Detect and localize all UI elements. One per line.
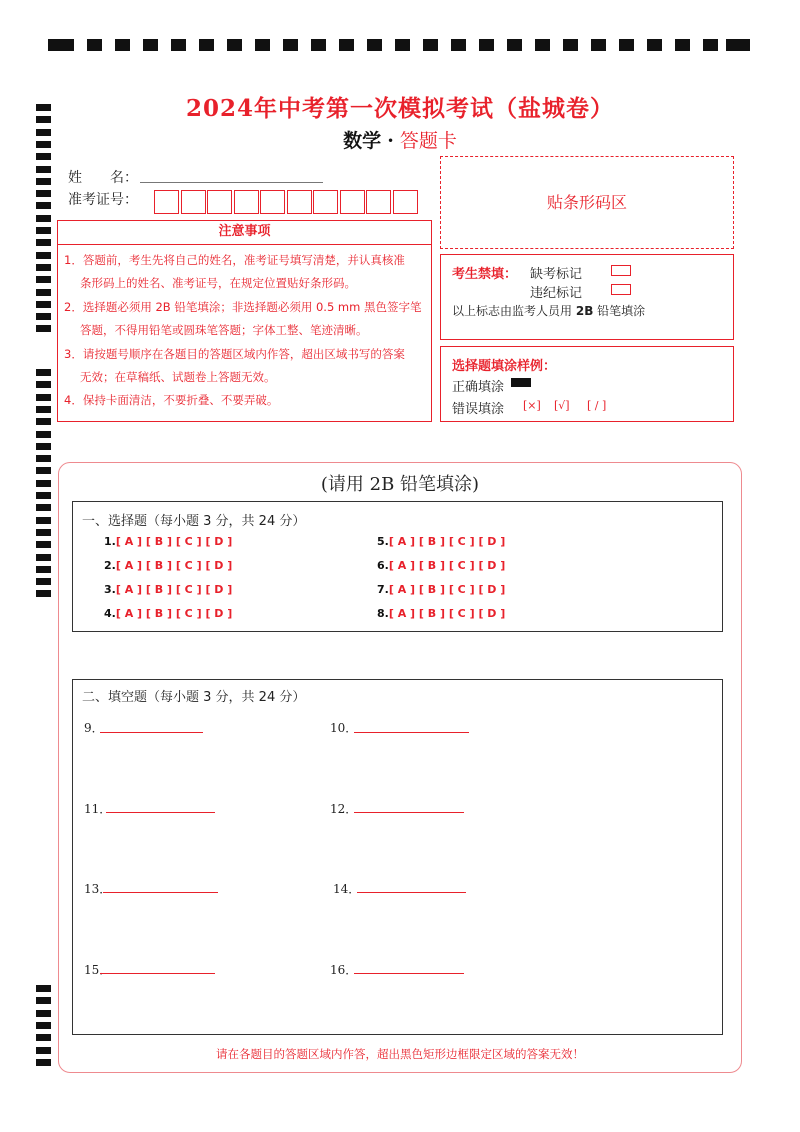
timing-mark [36, 252, 51, 259]
choice-options[interactable]: [ A ] [ B ] [ C ] [ D ] [115, 583, 233, 596]
question-number: 2. [104, 559, 116, 572]
name-label: 姓 名： [68, 170, 138, 186]
note-text-post: 铅笔填涂 [597, 304, 646, 318]
question-number: 3. [104, 583, 116, 596]
choice-row[interactable] [377, 559, 505, 572]
notice-item: 4．保持卡面清洁，不要折叠、不要弄破。 [64, 393, 279, 407]
timing-mark [36, 590, 51, 597]
choice-options[interactable]: [ A ] [ B ] [ C ] [ D ] [115, 607, 233, 620]
id-digit-box[interactable] [366, 190, 391, 214]
timing-mark [36, 578, 51, 585]
timing-mark [36, 504, 51, 511]
timing-mark [36, 566, 51, 573]
choice-options[interactable]: [ A ] [ B ] [ C ] [ D ] [388, 559, 506, 572]
id-digit-box[interactable] [207, 190, 232, 214]
wrong-mark-slash: [ / ] [587, 399, 607, 412]
timing-mark [36, 264, 51, 271]
choice-row[interactable] [377, 535, 505, 548]
notice-title-box [57, 220, 432, 245]
page-title: 2024年中考第一次模拟考试（盐城卷） [185, 95, 614, 122]
choice-row[interactable] [104, 583, 232, 596]
id-digit-box[interactable] [393, 190, 418, 214]
barcode-label: 贴条形码区 [546, 193, 627, 212]
forbidden-title: 考生禁填： [452, 267, 518, 282]
timing-mark [36, 517, 51, 524]
blank-number: 10． [330, 721, 358, 735]
sample-box [440, 346, 734, 422]
blank-line[interactable] [354, 812, 464, 813]
timing-mark [36, 301, 51, 308]
forbidden-note [452, 302, 645, 319]
name-field[interactable] [140, 182, 323, 183]
fill-section-title: 二、填空题（每小题 3 分，共 24 分） [82, 690, 306, 705]
timing-mark [36, 190, 51, 197]
violation-label: 违纪标记 [530, 286, 583, 301]
notice-item: 答题，不得用铅笔或圆珠笔答题；字体工整、笔迹清晰。 [80, 323, 368, 337]
question-number: 7. [377, 583, 389, 596]
choice-options[interactable]: [ A ] [ B ] [ C ] [ D ] [388, 607, 506, 620]
blank-number: 15． [84, 963, 112, 977]
blank-number: 16． [330, 963, 358, 977]
timing-mark [36, 215, 51, 222]
forbidden-box [440, 254, 734, 340]
blank-number: 14． [333, 882, 361, 896]
absent-label: 缺考标记 [530, 267, 583, 282]
blank-line[interactable] [354, 732, 469, 733]
correct-fill-sample [511, 378, 531, 387]
id-digit-box[interactable] [340, 190, 365, 214]
notice-item: 条形码上的姓名、准考证号，在规定位置贴好条形码。 [80, 276, 356, 290]
subject-label: 数学 [343, 130, 382, 152]
timing-mark [36, 1034, 51, 1041]
timing-mark [36, 443, 51, 450]
blank-number: 13． [84, 882, 112, 896]
blank-line[interactable] [100, 732, 203, 733]
timing-mark [36, 529, 51, 536]
choice-options[interactable]: [ A ] [ B ] [ C ] [ D ] [115, 535, 233, 548]
question-number: 5. [377, 535, 389, 548]
id-digit-box[interactable] [154, 190, 179, 214]
timing-mark [36, 178, 51, 185]
blank-number: 12． [330, 802, 358, 816]
choice-row[interactable] [377, 607, 505, 620]
choice-row[interactable] [104, 535, 232, 548]
note-text-pre: 以上标志由监考人员用 [452, 304, 573, 318]
notice-item: 3．请按题号顺序在各题目的答题区域内作答，超出区域书写的答案 [64, 347, 405, 361]
blank-line[interactable] [100, 973, 215, 974]
timing-mark [36, 239, 51, 246]
timing-mark [36, 325, 51, 332]
choice-row[interactable] [377, 583, 505, 596]
blank-line[interactable] [357, 892, 466, 893]
id-label: 准考证号： [68, 192, 138, 208]
question-number: 6. [377, 559, 389, 572]
timing-mark [36, 418, 51, 425]
choice-options[interactable]: [ A ] [ B ] [ C ] [ D ] [388, 583, 506, 596]
timing-mark [36, 369, 51, 376]
answer-footer-warning: 请在各题目的答题区域内作答，超出黑色矩形边框限定区域的答案无效！ [216, 1047, 584, 1061]
sample-title: 选择题填涂样例： [452, 359, 557, 374]
timing-mark [36, 227, 51, 234]
timing-mark [36, 431, 51, 438]
notice-item: 1．答题前，考生先将自己的姓名，准考证号填写清楚，并认真核准 [64, 253, 405, 267]
wrong-mark-x: [×] [523, 399, 541, 412]
choice-section-title: 一、选择题（每小题 3 分，共 24 分） [82, 514, 306, 529]
blank-number: 11． [84, 802, 112, 816]
choice-options[interactable]: [ A ] [ B ] [ C ] [ D ] [115, 559, 233, 572]
card-label: 答题卡 [399, 130, 457, 152]
blank-line[interactable] [354, 973, 464, 974]
choice-options[interactable]: [ A ] [ B ] [ C ] [ D ] [388, 535, 506, 548]
timing-mark [36, 997, 51, 1004]
question-number: 4. [104, 607, 116, 620]
wrong-mark-check: [√] [554, 399, 570, 412]
choice-row[interactable] [104, 559, 232, 572]
answer-heading: (请用 2B 铅笔填涂) [320, 474, 480, 495]
notice-item: 2．选择题必须用 2B 铅笔填涂；非选择题必须用 0.5 mm 黑色签字笔 [64, 300, 422, 314]
blank-line[interactable] [106, 812, 215, 813]
timing-mark [36, 554, 51, 561]
timing-mark [36, 455, 51, 462]
barcode-area [440, 156, 734, 249]
timing-mark [36, 394, 51, 401]
blank-number: 9． [84, 721, 104, 735]
timing-mark [36, 276, 51, 283]
timing-mark [36, 153, 51, 160]
timing-mark [36, 166, 51, 173]
timing-mark [36, 202, 51, 209]
violation-mark-box[interactable] [611, 284, 631, 295]
note-text-bold: 2B [575, 304, 594, 318]
absent-mark-box[interactable] [611, 265, 631, 276]
timing-mark [36, 406, 51, 413]
timing-mark [36, 985, 51, 992]
question-number: 1. [104, 535, 116, 548]
timing-mark [36, 1022, 51, 1029]
timing-mark [36, 381, 51, 388]
subtitle-dot: · [387, 130, 394, 152]
wrong-label: 错误填涂 [452, 402, 505, 417]
id-digit-box[interactable] [287, 190, 312, 214]
id-digit-box[interactable] [260, 190, 285, 214]
timing-mark [36, 313, 51, 320]
notice-title: 注意事项 [218, 224, 271, 239]
choice-row[interactable] [104, 607, 232, 620]
id-digit-box[interactable] [181, 190, 206, 214]
timing-mark [36, 541, 51, 548]
id-digit-box[interactable] [313, 190, 338, 214]
question-number: 8. [377, 607, 389, 620]
notice-item: 无效；在草稿纸、试题卷上答题无效。 [80, 370, 276, 384]
correct-label: 正确填涂 [452, 380, 505, 395]
page-subtitle [0, 126, 800, 153]
timing-mark [36, 289, 51, 296]
timing-mark [36, 1010, 51, 1017]
id-digit-box[interactable] [234, 190, 259, 214]
blank-line[interactable] [103, 892, 218, 893]
